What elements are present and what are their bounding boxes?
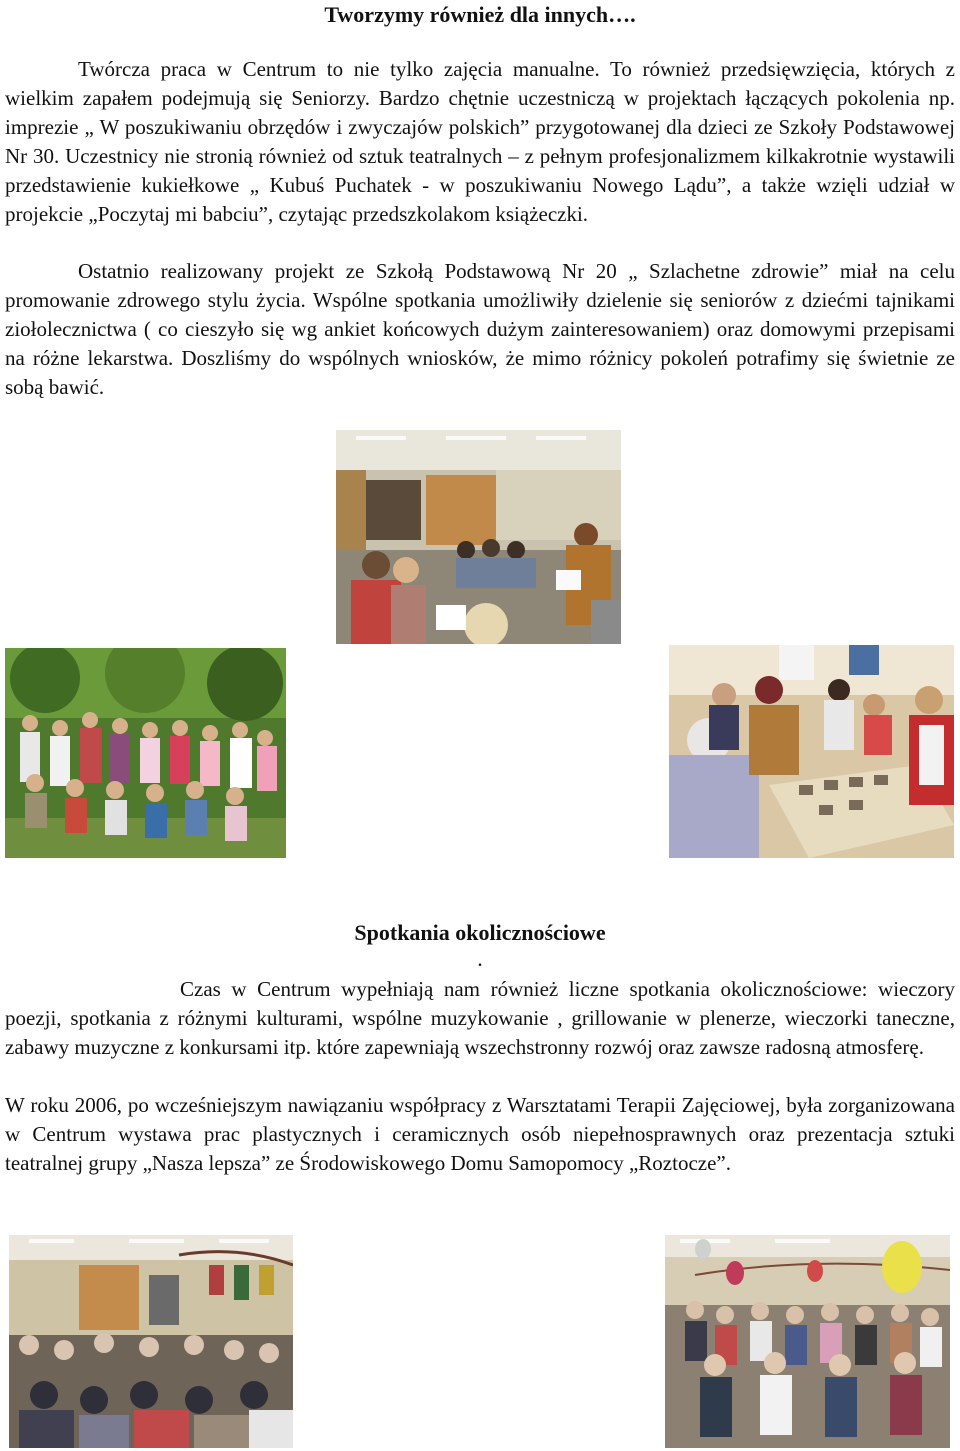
photo-craft-table bbox=[669, 645, 954, 858]
photo-reading-group bbox=[336, 430, 621, 644]
paragraph-tworcza-praca: Twórcza praca w Centrum to nie tylko zajęcia manualne. To również przedsięwzięcia, których z wielkim zapałem podejmują się Seniorzy. Bardzo chętnie uczestniczą w projektach łączących pokolenia np. imprezie „ W poszukiwaniu obrzędów i zwyczajów polskich” przygotowanej dla dzieci ze Szkoły Podstawowej Nr 30. Uczestnicy nie stronią również od sztuk teatralnych – z pełnym profesjonalizmem kilkakrotnie wystawili przedstawienie kukiełkowe „ Kubuś Puchatek - w poszukiwaniu Nowego Lądu”, a także wzięli udział w projekcie „Poczytaj mi babciu”, czytając przedszkolakom książeczki. bbox=[5, 57, 955, 226]
section-title-tworzymy: Tworzymy również dla innych…. bbox=[324, 2, 636, 27]
photo-party-balloons bbox=[665, 1235, 950, 1448]
photo-exhibition-audience bbox=[9, 1235, 293, 1448]
paragraph-czas: Czas w Centrum wypełniają nam również liczne spotkania okolicznościowe: wieczory poezji, spotkania z różnymi kulturami, wspólne muzykowanie , grillowanie w plenerze, wieczorki taneczne, zabawy muzyczne z konkursami itp. które zapewniają wszechstronny rozwój oraz zawsze radosną atmosferę. bbox=[5, 977, 955, 1059]
photo-outdoor-group bbox=[5, 648, 286, 858]
paragraph-w-roku: W roku 2006, po wcześniejszym nawiązaniu współpracy z Warsztatami Terapii Zajęciowej, była zorganizowana w Centrum wystawa prac plastycznych i ceramicznych osób niepełnosprawnych oraz prezentacja sztuki teatralnej grupy „Nasza lepsza” ze Środowiskowego Domu Samopomocy „Roztocze”. bbox=[5, 1093, 955, 1175]
paragraph-ostatnio: Ostatnio realizowany projekt ze Szkołą Podstawową Nr 20 „ Szlachetne zdrowie” miał na celu promowanie zdrowego stylu życia. Wspólne spotkania umożliwiły dzielenie się seniorów z dziećmi tajnikami ziołolecznictwa ( co cieszyło się wg ankiet końcowych dużym zainteresowaniem) oraz domowymi przepisami na różne lekarstwa. Doszliśmy do wspólnych wniosków, że mimo różnicy pokoleń potrafimy się świetnie ze sobą bawić. bbox=[5, 259, 955, 399]
section-title-spotkania: Spotkania okolicznościowe bbox=[354, 920, 606, 945]
separator-dot: . bbox=[477, 946, 483, 971]
